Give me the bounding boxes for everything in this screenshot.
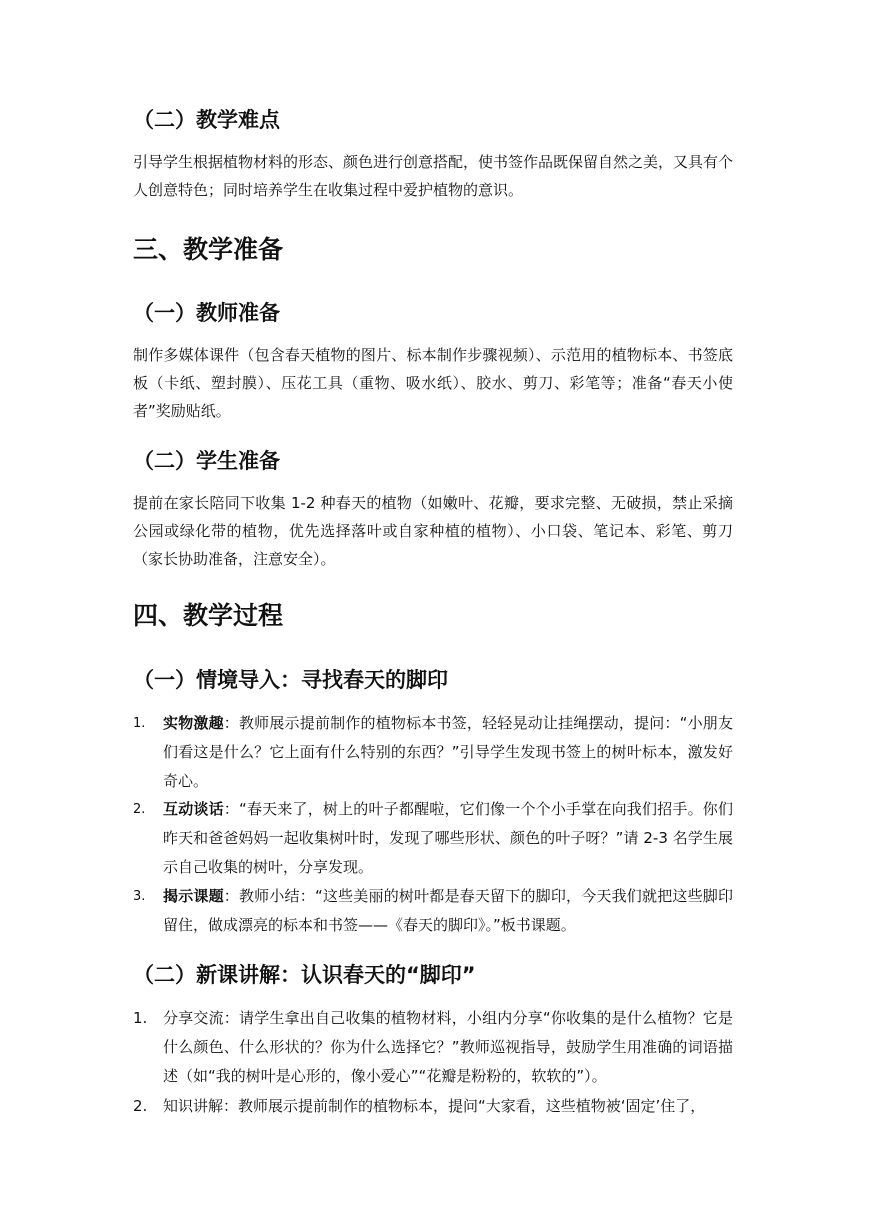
paragraph-teacher-preparation: 制作多媒体课件（包含春天植物的图片、标本制作步骤视频）、示范用的植物标本、书签底板（卡纸、塑封膜）、压花工具（重物、吸水纸）、胶水、剪刀、彩笔等；准备“春天小使者”奖励贴纸。 [133, 346, 733, 420]
list-item-text: 分享交流：请学生拿出自己收集的植物材料，小组内分享“你收集的是什么植物？它是什么颜色、什么形状的？你为什么选择它？”教师巡视指导，鼓励学生用准确的词语描述（如“我的树叶是心形的，像小爱心”“花瓣是粉粉的，软软的”）。 [163, 1009, 733, 1085]
list-item-term: 揭示课题 [163, 887, 224, 905]
list-item [133, 1092, 733, 1121]
heading-teaching-process: 四、教学过程 [133, 601, 284, 630]
heading-student-preparation: （二）学生准备 [133, 449, 280, 473]
heading-teaching-preparation: 三、教学准备 [133, 235, 284, 264]
heading-new-lesson: （二）新课讲解：认识春天的“脚印” [133, 963, 476, 987]
list-item [133, 709, 733, 796]
list-item-number: 2. [133, 802, 146, 817]
heading-teacher-preparation: （一）教师准备 [133, 301, 280, 325]
list-item-term: 互动谈话 [163, 800, 224, 818]
list-item [133, 795, 733, 882]
list-item-text: ：教师展示提前制作的植物标本书签，轻轻晃动让挂绳摆动，提问：“小朋友们看这是什么？它上面有什么特别的东西？”引导学生发现书签上的树叶标本，激发好奇心。 [163, 714, 733, 790]
list-item-number: 3. [133, 889, 146, 904]
heading-teaching-difficulty: （二）教学难点 [133, 108, 280, 132]
list-item [133, 1004, 733, 1091]
paragraph-teaching-difficulty: 引导学生根据植物材料的形态、颜色进行创意搭配，使书签作品既保留自然之美，又具有个人创意特色；同时培养学生在收集过程中爱护植物的意识。 [133, 153, 734, 199]
heading-situation-intro: （一）情境导入：寻找春天的脚印 [133, 668, 448, 692]
list-item-text: ：“春天来了，树上的叶子都醒啦，它们像一个个小手掌在向我们招手。你们昨天和爸爸妈妈一起收集树叶时，发现了哪些形状、颜色的叶子呀？”请 2-3 名学生展示自己收集的树叶，分享发现。 [163, 800, 733, 876]
list-item [133, 882, 733, 940]
list-item-text: ：教师小结：“这些美丽的树叶都是春天留下的脚印，今天我们就把这些脚印留住，做成漂亮的标本和书签——《春天的脚印》。”板书课题。 [163, 887, 733, 934]
list-item-term: 实物激趣 [163, 714, 224, 732]
list-item-text: 知识讲解：教师展示提前制作的植物标本，提问“大家看，这些植物被‘固定’住了， [163, 1097, 706, 1115]
list-item-number: 2. [133, 1097, 148, 1115]
list-item-number: 1. [133, 716, 146, 731]
paragraph-student-preparation: 提前在家长陪同下收集 1-2 种春天的植物（如嫩叶、花瓣，要求完整、无破损，禁止采摘公园或绿化带的植物，优先选择落叶或自家种植的植物）、小口袋、笔记本、彩笔、剪刀（家长协助准备，注意安全）。 [133, 494, 733, 568]
list-item-number: 1. [133, 1009, 148, 1027]
